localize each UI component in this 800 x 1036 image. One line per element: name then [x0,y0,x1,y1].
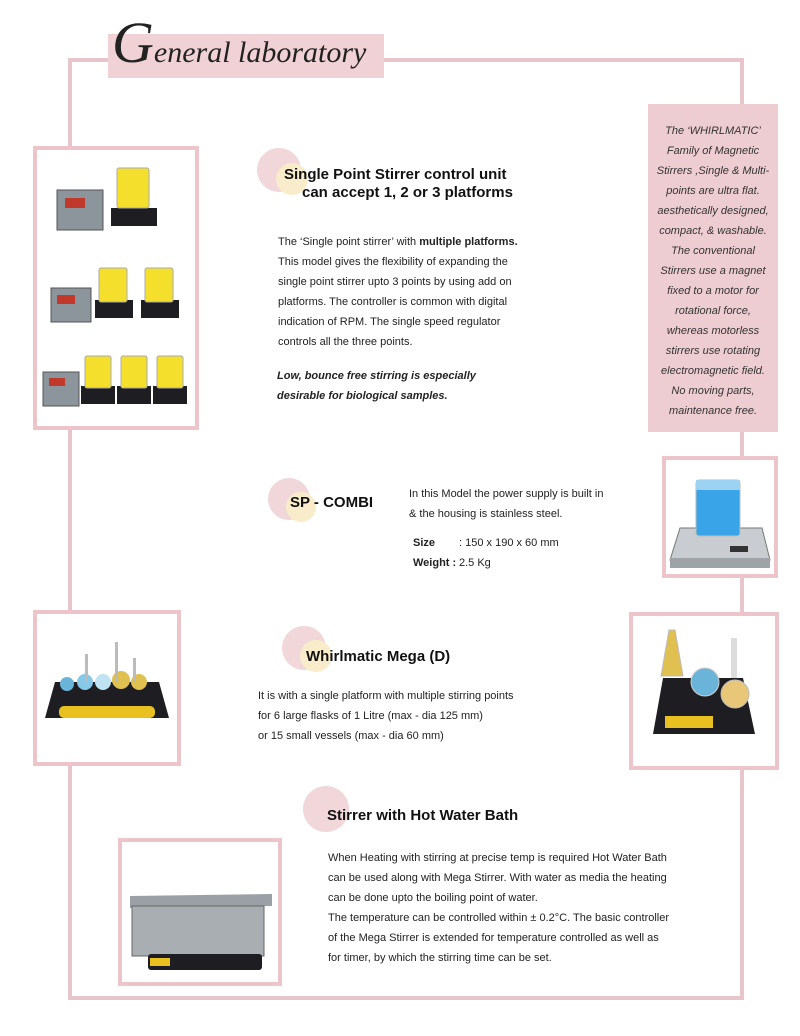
whirlmatic-mega-left-image [37,614,177,762]
sidebar-line: Stirrers use a magnet [660,265,766,277]
section4-heading: Stirrer with Hot Water Bath [327,807,519,824]
size-spec: Size : 150 x 190 x 60 mm [413,537,559,549]
section2-heading: SP - COMBI [290,494,374,511]
single-point-stirrer-photo [33,146,199,430]
sidebar-line: The conventional [671,245,755,257]
sidebar-line: compact, & washable. [659,225,767,237]
sidebar-line: whereas motorless [666,325,760,337]
section1-body: The ‘Single point stirrer’ with multiple platforms. This model gives the flexibility of expanding the single point stirrer upto 3 points by using add on platforms. The controller is common with digital indication of RPM. The single speed regulator controls all the three points. [278,236,518,348]
hot-water-bath-image [122,842,278,982]
sidebar-line: fixed to a motor for [667,285,759,297]
section3-body: It is with a single platform with multiple stirring points for 6 large flasks of 1 Litre (max - dia 125 mm) or 15 small vessels (max - dia 60 mm) [258,690,514,742]
frame-bottom [68,996,744,1000]
weight-spec: Weight : 2.5 Kg [413,557,491,569]
sidebar-line: electromagnetic field. [661,365,765,377]
section1-heading: Single Point Stirrer control unit can accept 1, 2 or 3 platforms [284,166,513,201]
sidebar-line: aesthetically designed, [657,205,769,217]
single-point-stirrer-image [37,150,195,426]
sidebar-line: The ‘WHIRLMATIC’ [665,125,761,137]
whirlmatic-mega-left-photo [33,610,181,766]
section1-note: Low, bounce free stirring is especially desirable for biological samples. [277,370,476,402]
sidebar-line: No moving parts, [671,385,755,397]
whirlmatic-mega-right-photo [629,612,779,770]
page-title: General laboratory [112,10,367,75]
hot-water-bath-photo [118,838,282,986]
section2-body: In this Model the power supply is built in & the housing is stainless steel. [409,488,604,520]
sp-combi-photo [662,456,778,578]
section4-body: When Heating with stirring at precise temp is required Hot Water Bath can be used along with Mega Stirrer. With water as media the heating can be done upto the boiling point of water. The temperature can be controlled within ± 0.2°C. The basic controller of the Mega Stirrer is extended for temperature controlled as well as for timer, by which the stirring time can be set. [328,852,670,964]
sidebar-line: points are ultra flat. [666,185,760,197]
sidebar-line: stirrers use rotating [665,345,761,357]
sp-combi-image [666,460,774,574]
sidebar-line: Stirrers ,Single & Multi- [656,165,770,177]
sidebar-line: Family of Magnetic [666,145,760,157]
sidebar-line: maintenance free. [668,405,758,417]
sidebar-line: rotational force, [675,305,751,317]
info-sidebar [648,104,778,432]
section3-heading: Whirlmatic Mega (D) [306,648,451,665]
whirlmatic-mega-right-image [633,616,775,766]
